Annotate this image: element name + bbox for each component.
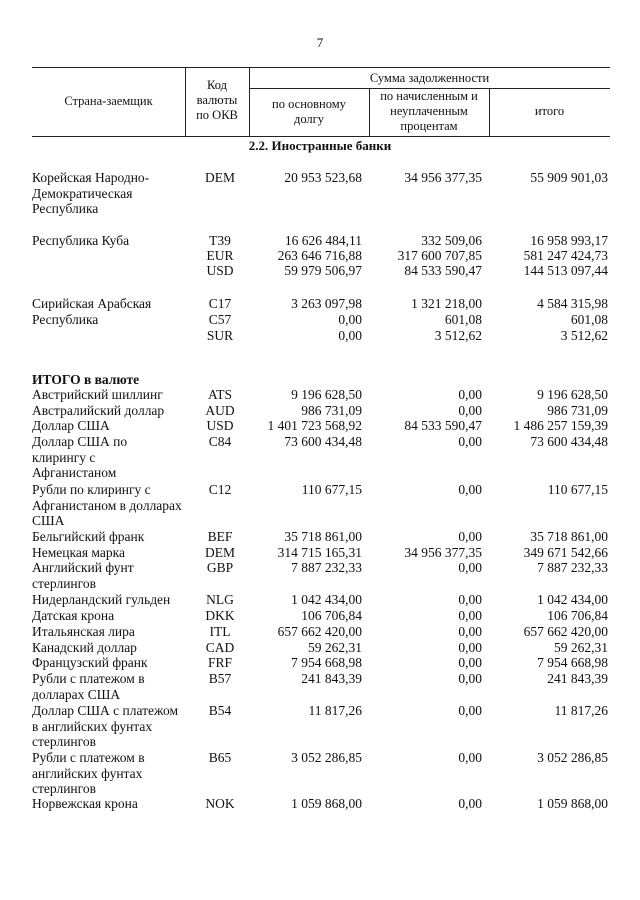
currency-code: ITL <box>209 624 231 639</box>
total-amount: 601,08 <box>570 312 608 327</box>
interest-amount: 0,00 <box>458 434 482 449</box>
total-amount: 144 513 097,44 <box>523 263 608 278</box>
interest-amount: 34 956 377,35 <box>404 545 482 560</box>
interest-amount: 0,00 <box>458 482 482 497</box>
principal-amount: 110 677,15 <box>301 482 362 497</box>
principal-amount: 1 059 868,00 <box>291 796 362 811</box>
total-amount: 11 817,26 <box>554 703 608 718</box>
principal-amount: 59 979 506,97 <box>284 263 362 278</box>
total-amount: 55 909 901,03 <box>530 170 608 185</box>
principal-amount: 59 262,31 <box>308 640 362 655</box>
currency-name: Австралийский доллар <box>32 403 165 418</box>
currency-code: DEM <box>205 170 235 185</box>
principal-amount: 0,00 <box>338 328 362 343</box>
currency-code: B65 <box>208 750 232 765</box>
section-title: 2.2. Иностранные банки <box>248 138 392 153</box>
total-amount: 73 600 434,48 <box>530 434 608 449</box>
currency-code: C12 <box>208 482 232 497</box>
header-currency-code: Код валюты по ОКВ <box>196 78 238 122</box>
total-amount: 9 196 628,50 <box>537 387 608 402</box>
total-amount: 349 671 542,66 <box>523 545 608 560</box>
currency-code: NOK <box>205 796 235 811</box>
interest-amount: 0,00 <box>458 671 482 686</box>
principal-amount: 263 646 716,88 <box>277 248 362 263</box>
interest-amount: 0,00 <box>458 655 482 670</box>
interest-amount: 1 321 218,00 <box>411 296 482 311</box>
interest-amount: 0,00 <box>458 750 482 765</box>
principal-amount: 73 600 434,48 <box>284 434 362 449</box>
principal-amount: 0,00 <box>338 312 362 327</box>
header-principal: по основному долгу <box>272 97 346 126</box>
currency-code: Т39 <box>209 233 231 248</box>
currency-name: Доллар США с платежом в английских фунтах стерлингов <box>32 703 179 749</box>
principal-amount: 7 887 232,33 <box>291 560 362 575</box>
interest-amount: 0,00 <box>458 387 482 402</box>
interest-amount: 84 533 590,47 <box>404 263 482 278</box>
currency-name: Немецкая марка <box>32 545 125 560</box>
currency-name: Бельгийский франк <box>32 529 145 544</box>
currency-code: CAD <box>205 640 235 655</box>
currency-code: DKK <box>205 608 235 623</box>
interest-amount: 0,00 <box>458 560 482 575</box>
header-interest: по начисленным и неуплаченным процентам <box>380 89 478 133</box>
total-amount: 4 584 315,98 <box>537 296 608 311</box>
total-amount: 581 247 424,73 <box>523 248 608 263</box>
interest-amount: 332 509,06 <box>421 233 482 248</box>
total-amount: 106 706,84 <box>547 608 608 623</box>
interest-amount: 0,00 <box>458 529 482 544</box>
currency-name: Датская крона <box>32 608 115 623</box>
currency-name: Австрийский шиллинг <box>32 387 163 402</box>
country-name: Корейская Народно- Демократическая Республика <box>32 170 150 216</box>
currency-name: Норвежская крона <box>32 796 138 811</box>
principal-amount: 657 662 420,00 <box>277 624 362 639</box>
principal-amount: 9 196 628,50 <box>291 387 362 402</box>
currency-name: Доллар США <box>32 418 110 433</box>
currency-code: DEM <box>205 545 235 560</box>
principal-amount: 1 042 434,00 <box>291 592 362 607</box>
currency-name: Канадский доллар <box>32 640 137 655</box>
currency-code: B54 <box>208 703 232 718</box>
currency-name: Нидерландский гульден <box>32 592 171 607</box>
currency-name: Рубли по клирингу с Афганистаном в долларах США <box>32 482 182 528</box>
currency-code: C57 <box>208 312 232 327</box>
currency-name: Французский франк <box>32 655 148 670</box>
currency-code: USD <box>206 263 234 278</box>
principal-amount: 106 706,84 <box>301 608 362 623</box>
header-country: Страна-заемщик <box>64 94 153 108</box>
totals-title: ИТОГО в валюте <box>32 372 140 387</box>
total-amount: 1 486 257 159,39 <box>513 418 608 433</box>
total-amount: 986 731,09 <box>547 403 608 418</box>
header-top-rule <box>32 67 610 68</box>
interest-amount: 34 956 377,35 <box>404 170 482 185</box>
interest-amount: 0,00 <box>458 703 482 718</box>
total-amount: 59 262,31 <box>554 640 608 655</box>
currency-code: FRF <box>207 655 233 670</box>
country-name: Сирийская Арабская Республика <box>32 296 152 327</box>
principal-amount: 241 843,39 <box>301 671 362 686</box>
principal-amount: 314 715 165,31 <box>277 545 362 560</box>
principal-amount: 1 401 723 568,92 <box>267 418 362 433</box>
currency-name: Английский фунт стерлингов <box>32 560 134 591</box>
currency-name: Доллар США по клирингу с Афганистаном <box>32 434 128 480</box>
header-debt-amount: Сумма задолженности <box>369 71 490 85</box>
total-amount: 35 718 861,00 <box>530 529 608 544</box>
currency-code: B57 <box>208 671 232 686</box>
principal-amount: 11 817,26 <box>308 703 362 718</box>
principal-amount: 35 718 861,00 <box>284 529 362 544</box>
currency-code: C17 <box>208 296 232 311</box>
currency-code: EUR <box>206 248 234 263</box>
interest-amount: 0,00 <box>458 592 482 607</box>
currency-code: NLG <box>206 592 234 607</box>
currency-code: SUR <box>206 328 234 343</box>
interest-amount: 84 533 590,47 <box>404 418 482 433</box>
total-amount: 1 042 434,00 <box>537 592 608 607</box>
interest-amount: 601,08 <box>444 312 482 327</box>
currency-code: BEF <box>207 529 233 544</box>
interest-amount: 0,00 <box>458 640 482 655</box>
interest-amount: 0,00 <box>458 796 482 811</box>
total-amount: 110 677,15 <box>547 482 608 497</box>
total-amount: 16 958 993,17 <box>530 233 608 248</box>
currency-code: USD <box>206 418 234 433</box>
total-amount: 657 662 420,00 <box>523 624 608 639</box>
interest-amount: 317 600 707,85 <box>397 248 482 263</box>
total-amount: 1 059 868,00 <box>537 796 608 811</box>
principal-amount: 7 954 668,98 <box>291 655 362 670</box>
principal-amount: 986 731,09 <box>301 403 362 418</box>
principal-amount: 16 626 484,11 <box>284 233 362 248</box>
page-number: 7 <box>316 35 324 50</box>
currency-code: GBP <box>206 560 234 575</box>
currency-code: ATS <box>207 387 232 402</box>
interest-amount: 0,00 <box>458 624 482 639</box>
country-name: Республика Куба <box>32 233 130 248</box>
currency-name: Итальянская лира <box>32 624 135 639</box>
total-amount: 7 954 668,98 <box>537 655 608 670</box>
interest-amount: 0,00 <box>458 608 482 623</box>
header-total: итого <box>534 104 565 118</box>
total-amount: 7 887 232,33 <box>537 560 608 575</box>
principal-amount: 20 953 523,68 <box>284 170 362 185</box>
currency-name: Рубли с платежом в английских фунтах стерлингов <box>32 750 145 796</box>
interest-amount: 0,00 <box>458 403 482 418</box>
currency-name: Рубли с платежом в долларах США <box>32 671 145 702</box>
total-amount: 241 843,39 <box>547 671 608 686</box>
principal-amount: 3 052 286,85 <box>291 750 362 765</box>
principal-amount: 3 263 097,98 <box>291 296 362 311</box>
currency-code: C84 <box>208 434 232 449</box>
currency-code: AUD <box>205 403 235 418</box>
interest-amount: 3 512,62 <box>434 328 482 343</box>
total-amount: 3 512,62 <box>560 328 608 343</box>
total-amount: 3 052 286,85 <box>537 750 608 765</box>
header-bottom-rule <box>32 136 610 137</box>
